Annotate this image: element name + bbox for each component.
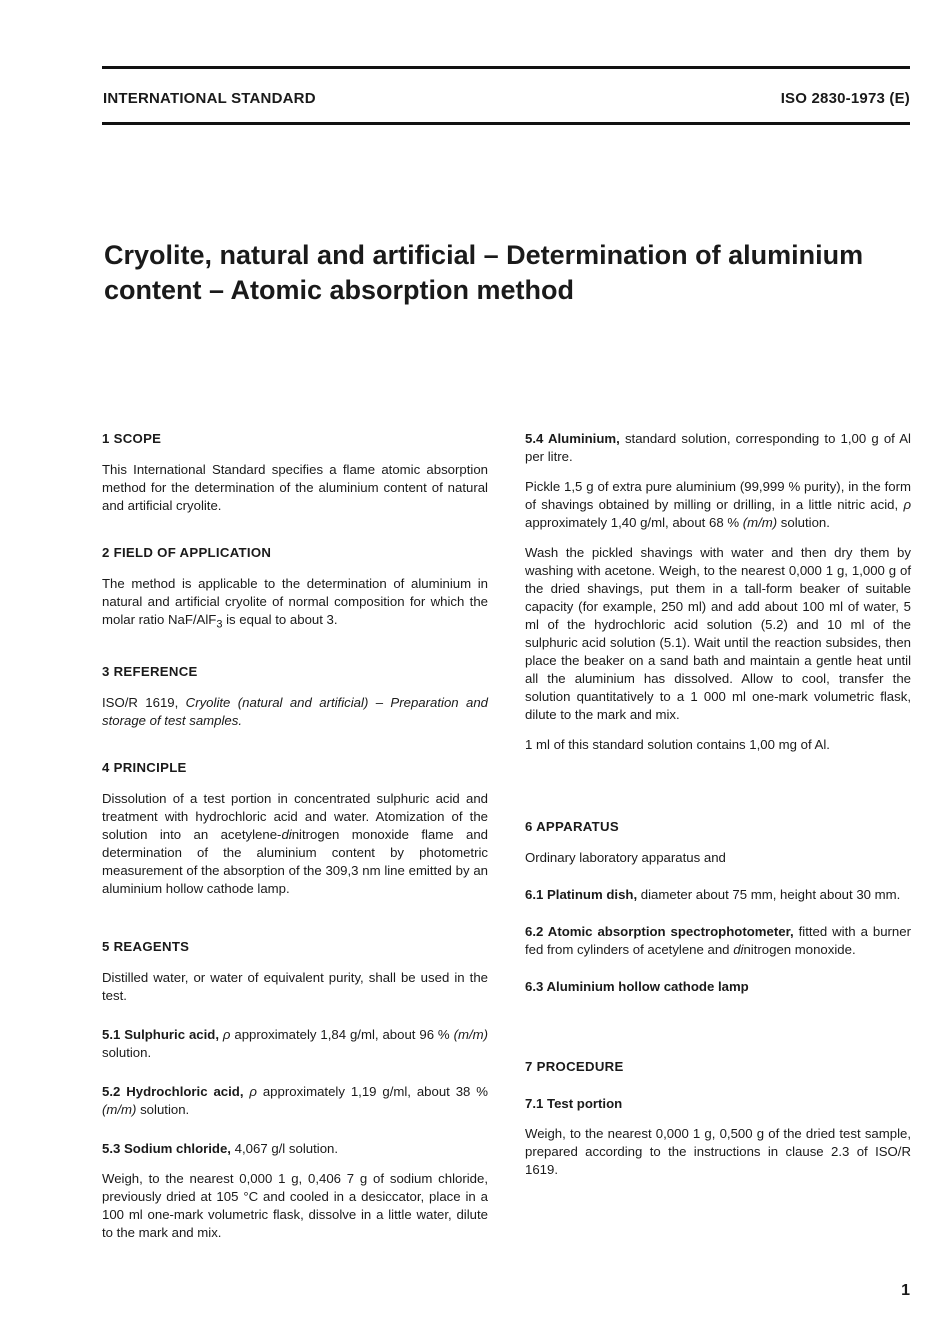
apparatus-6-2-text-a: fitted with a burner fed from cylinders of acetylene and <box>525 924 911 957</box>
reagent-5-2-text-b: solution. <box>136 1101 190 1117</box>
reagent-5-4-text: standard solution, corresponding to 1,00 g of Al per litre. <box>525 431 911 464</box>
reagent-5-4-p1-b: approximately 1,40 g/ml, about 68 % <box>525 515 743 530</box>
reagent-5-2-label: 5.2 Hydrochloric acid, <box>102 1083 244 1099</box>
apparatus-6-2-italic: di <box>733 942 744 957</box>
reagent-5-4-p1-italic: (m/m) <box>742 515 778 530</box>
reagent-5-1-text-b: solution. <box>102 1044 152 1060</box>
field-text-a: The method is applicable to the determination of aluminium in natural and artificial cryolite of normal composition for which the molar ratio NaF/AlF <box>102 576 488 627</box>
reagent-5-4-para-3: 1 ml of this standard solution contains 1,00 mg of Al. <box>525 737 830 752</box>
apparatus-6-1-label: 6.1 Platinum dish, <box>525 887 638 902</box>
procedure-7-1-heading: 7.1 Test portion <box>525 1096 623 1111</box>
reagent-5-4-p1-rho: ρ <box>903 497 911 512</box>
apparatus-6-2-text-b: nitrogen monoxide. <box>743 942 856 957</box>
reagent-5-4-label: 5.4 Aluminium, <box>525 431 620 446</box>
apparatus-6-2-label: 6.2 Atomic absorption spectrophotometer, <box>525 924 794 939</box>
apparatus-intro: Ordinary laboratory apparatus and <box>525 850 726 865</box>
reagents-intro: Distilled water, or water of equivalent purity, shall be used in the test. <box>102 969 488 1003</box>
reagents-heading: 5 REAGENTS <box>102 938 190 954</box>
header-rule-top <box>102 66 910 69</box>
reagent-5-1-italic: (m/m) <box>453 1026 488 1042</box>
reference-heading: 3 REFERENCE <box>102 663 198 679</box>
field-heading: 2 FIELD OF APPLICATION <box>102 545 272 560</box>
reference-prefix: ISO/R 1619, <box>102 694 186 710</box>
principle-heading: 4 PRINCIPLE <box>102 759 187 775</box>
principle-italic: di <box>281 826 292 842</box>
field-subscript: 3 <box>216 618 223 631</box>
title-line-1: Cryolite, natural and artificial – Determination of aluminium <box>104 240 864 270</box>
right-column <box>525 430 911 1179</box>
apparatus-heading: 6 APPARATUS <box>525 819 619 834</box>
apparatus-6-1 <box>525 886 911 904</box>
apparatus-6-1-text: diameter about 75 mm, height about 30 mm. <box>637 887 901 902</box>
principle-text <box>102 790 488 898</box>
field-text <box>102 575 488 634</box>
procedure-7-1-text: Weigh, to the nearest 0,000 1 g, 0,500 g of the dried test sample, prepared according to the instructions in clause 2.3 of ISO/R 1619. <box>525 1126 911 1177</box>
procedure-heading: 7 PROCEDURE <box>525 1059 624 1074</box>
reagent-5-3 <box>102 1140 488 1158</box>
field-text-b: is equal to about 3. <box>222 612 338 627</box>
reagent-5-4-p1-c: solution. <box>777 515 830 530</box>
principle-text-a: Dissolution of a test portion in concentrated sulphuric acid and treatment with hydrochloric acid and water. Atomization of the solution into an acetylene- <box>102 790 488 842</box>
reagent-5-4-para-2: Wash the pickled shavings with water and then dry them by washing with acetone. Weigh, to the nearest 0,000 1 g, 1,000 g of the dried shavings, put them in a tall-form beaker of suitable capacity (for example, 250 ml) and add about 100 ml of water, 5 ml of the hydrochloric acid solution (5.2) and 10 ml of the sulphuric acid solution (5.1). Wait until the reaction subsides, then place the beaker on a sand bath and maintain a gentle heat until all the aluminium has dissolved. Allow to cool, transfer the solution quantitatively to a 1 000 ml one-mark volumetric flask, dilute to the mark and mix. <box>525 545 911 722</box>
reagent-5-2-text-a: approximately 1,19 g/ml, about 38 % <box>256 1083 489 1099</box>
apparatus-6-3: 6.3 Aluminium hollow cathode lamp <box>525 979 749 994</box>
reagent-5-3-label: 5.3 Sodium chloride, <box>102 1140 231 1156</box>
reagent-5-1-text-a: approximately 1,84 g/ml, about 96 % <box>230 1026 454 1042</box>
reference-title: Cryolite (natural and artificial) – Preparation and storage of test samples. <box>102 694 488 728</box>
page-number: 1 <box>901 1282 910 1299</box>
reference-text <box>102 694 488 730</box>
document-title <box>104 238 924 308</box>
reagent-5-3-text: 4,067 g/l solution. <box>230 1140 339 1156</box>
left-column <box>102 430 488 1242</box>
scope-text: This International Standard specifies a flame atomic absorption method for the determination of the aluminium content of natural and artificial cryolite. <box>102 462 488 513</box>
principle-text-b: nitrogen monoxide flame and determination of the aluminium content by photometric measurement of the absorption of the 309,3 nm line emitted by an aluminium hollow cathode lamp. <box>102 826 488 896</box>
header-standard-number: ISO 2830-1973 (E) <box>780 90 910 107</box>
reagent-5-1-rho: ρ <box>219 1026 231 1042</box>
title-line-2: content – Atomic absorption method <box>104 275 575 305</box>
header-standard-label: INTERNATIONAL STANDARD <box>103 90 316 107</box>
reagent-5-4 <box>525 430 911 466</box>
reagent-5-2-rho: ρ <box>243 1083 257 1099</box>
reagent-5-3-procedure: Weigh, to the nearest 0,000 1 g, 0,406 7 g of sodium chloride, previously dried at 105 °C and cooled in a desiccator, place in a 100 ml one-mark volumetric flask, dissolve in a little water, dilute to the mark and mix. <box>102 1170 488 1240</box>
reagent-5-1 <box>102 1026 488 1062</box>
reagent-5-4-para-1 <box>525 478 911 532</box>
scope-heading: 1 SCOPE <box>102 431 162 446</box>
apparatus-6-2 <box>525 923 911 959</box>
reagent-5-2-italic: (m/m) <box>102 1101 137 1117</box>
reagent-5-4-p1-a: Pickle 1,5 g of extra pure aluminium (99,999 % purity), in the form of shavings obtained by milling or drilling, in a little nitric acid, <box>525 479 911 512</box>
reagent-5-1-label: 5.1 Sulphuric acid, <box>102 1026 220 1042</box>
reagent-5-2 <box>102 1083 488 1119</box>
header-rule-bottom <box>102 122 910 125</box>
